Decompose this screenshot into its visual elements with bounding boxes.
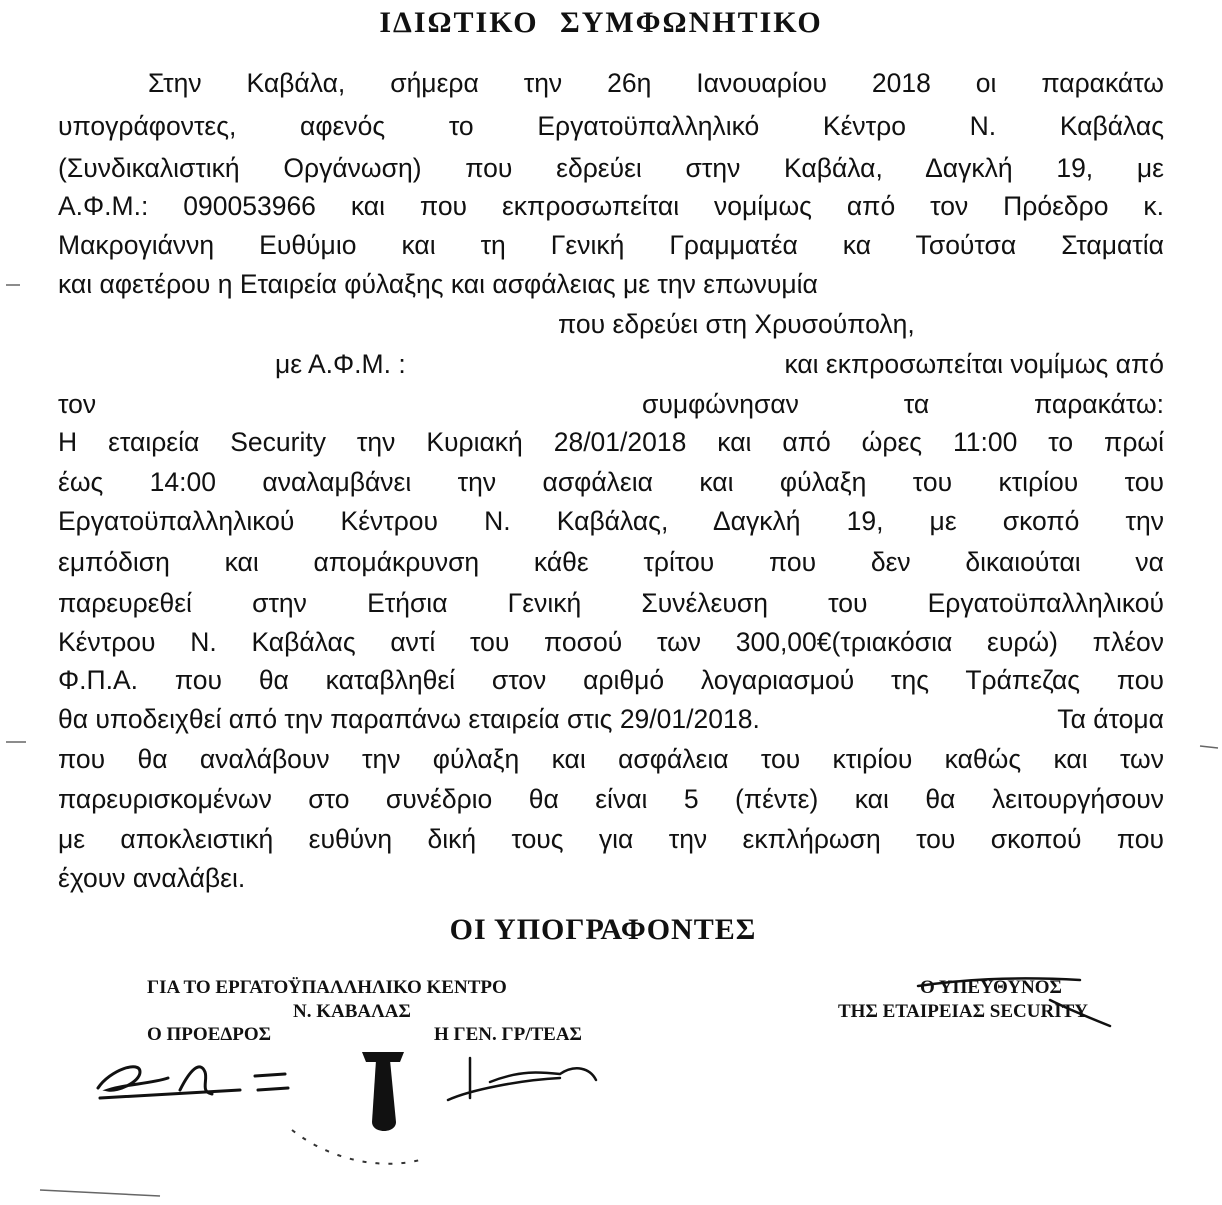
body-line-14: παρευρεθεί στην Ετήσια Γενική Συνέλευση του Εργατοϋπαλληλικού bbox=[58, 588, 1164, 618]
document-title: ΙΔΙΩΤΙΚΟ ΣΥΜΦΩΝΗΤΙΚΟ bbox=[379, 6, 823, 39]
body-line-9-start: τον bbox=[58, 389, 97, 419]
body-line-2: υπογράφοντες, αφενός το Εργατοϋπαλληλικό Κέντρο Ν. Καβάλας bbox=[58, 111, 1164, 141]
representation-text: και εκπροσωπείται νομίμως από bbox=[784, 349, 1164, 379]
body-line-13: εμπόδιση και απομάκρυνση κάθε τρίτου που δεν δικαιούται να bbox=[58, 547, 1164, 577]
body-line-10: Η εταιρεία Security την Κυριακή 28/01/2018 και από ώρες 11:00 το πρωί bbox=[58, 427, 1164, 457]
company-label: ΤΗΣ ΕΤΑΙΡΕΙΑΣ SECURITY bbox=[838, 1001, 1088, 1022]
company-officer-label: Ο ΥΠΕΥΘΥΝΟΣ bbox=[920, 977, 1062, 998]
signatories-heading: ΟΙ ΥΠΟΓΡΑΦΟΝΤΕΣ bbox=[449, 913, 757, 946]
body-line-16: Φ.Π.Α. που θα καταβληθεί στον αριθμό λογαριασμού της Τράπεζας που bbox=[58, 665, 1164, 695]
body-line-11: έως 14:00 αναλαμβάνει την ασφάλεια και φύλαξη του κτιρίου του bbox=[58, 467, 1164, 497]
president-signature bbox=[98, 1067, 288, 1098]
kavala-label: Ν. ΚΑΒΑΛΑΣ bbox=[293, 1001, 411, 1022]
body-line-12: Εργατοϋπαλληλικού Κέντρου Ν. Καβάλας, Δαγκλή 19, με σκοπό την bbox=[58, 506, 1164, 536]
hammer-emblem bbox=[362, 1052, 404, 1131]
body-line-3: (Συνδικαλιστική Οργάνωση) που εδρεύει στην Καβάλα, Δαγκλή 19, με bbox=[58, 153, 1164, 183]
body-line-5: Μακρογιάννη Ευθύμιο και τη Γενική Γραμματέα κα Τσούτσα Σταματία bbox=[58, 230, 1164, 260]
afm-label: με Α.Φ.Μ. : bbox=[275, 349, 406, 379]
body-line-6: και αφετέρου η Εταιρεία φύλαξης και ασφάλειας με την επωνυμία bbox=[58, 269, 818, 299]
scan-margin-marks bbox=[6, 285, 1218, 1196]
body-line-9-end: συμφώνησαν τα παρακάτω: bbox=[642, 389, 1164, 419]
body-line-1: Στην Καβάλα, σήμερα την 26η Ιανουαρίου 2018 οι παρακάτω bbox=[148, 68, 1164, 98]
body-line-17-end: Τα άτομα bbox=[1057, 704, 1164, 734]
body-line-7: που εδρεύει στη Χρυσούπολη, bbox=[558, 309, 915, 339]
secretary-signature bbox=[448, 1058, 596, 1100]
secretary-label: Η ΓΕΝ. ΓΡ/ΤΕΑΣ bbox=[434, 1024, 582, 1045]
president-label: Ο ΠΡΟΕΔΡΟΣ bbox=[147, 1024, 272, 1045]
body-line-21: έχουν αναλάβει. bbox=[58, 863, 246, 893]
body-line-19: παρευρισκομένων στο συνέδριο θα είναι 5 (πέντε) και θα λειτουργήσουν bbox=[58, 784, 1164, 814]
stamp-impression bbox=[292, 1130, 420, 1164]
body-line-20: με αποκλειστική ευθύνη δική τους για την εκπλήρωση του σκοπού που bbox=[58, 824, 1164, 854]
company-signature bbox=[918, 978, 1110, 1026]
body-line-17-start: θα υποδειχθεί από την παραπάνω εταιρεία στις 29/01/2018. bbox=[58, 704, 760, 734]
labor-center-label: ΓΙΑ ΤΟ ΕΡΓΑΤΟΫΠΑΛΛΗΛΙΚΟ ΚΕΝΤΡΟ bbox=[147, 977, 507, 998]
body-line-4: Α.Φ.Μ.: 090053966 και που εκπροσωπείται νομίμως από τον Πρόεδρο κ. bbox=[58, 191, 1164, 221]
body-line-18: που θα αναλάβουν την φύλαξη και ασφάλεια του κτιρίου καθώς και των bbox=[58, 744, 1164, 774]
body-line-15: Κέντρου Ν. Καβάλας αντί του ποσού των 300,00€(τριακόσια ευρώ) πλέον bbox=[58, 627, 1164, 657]
